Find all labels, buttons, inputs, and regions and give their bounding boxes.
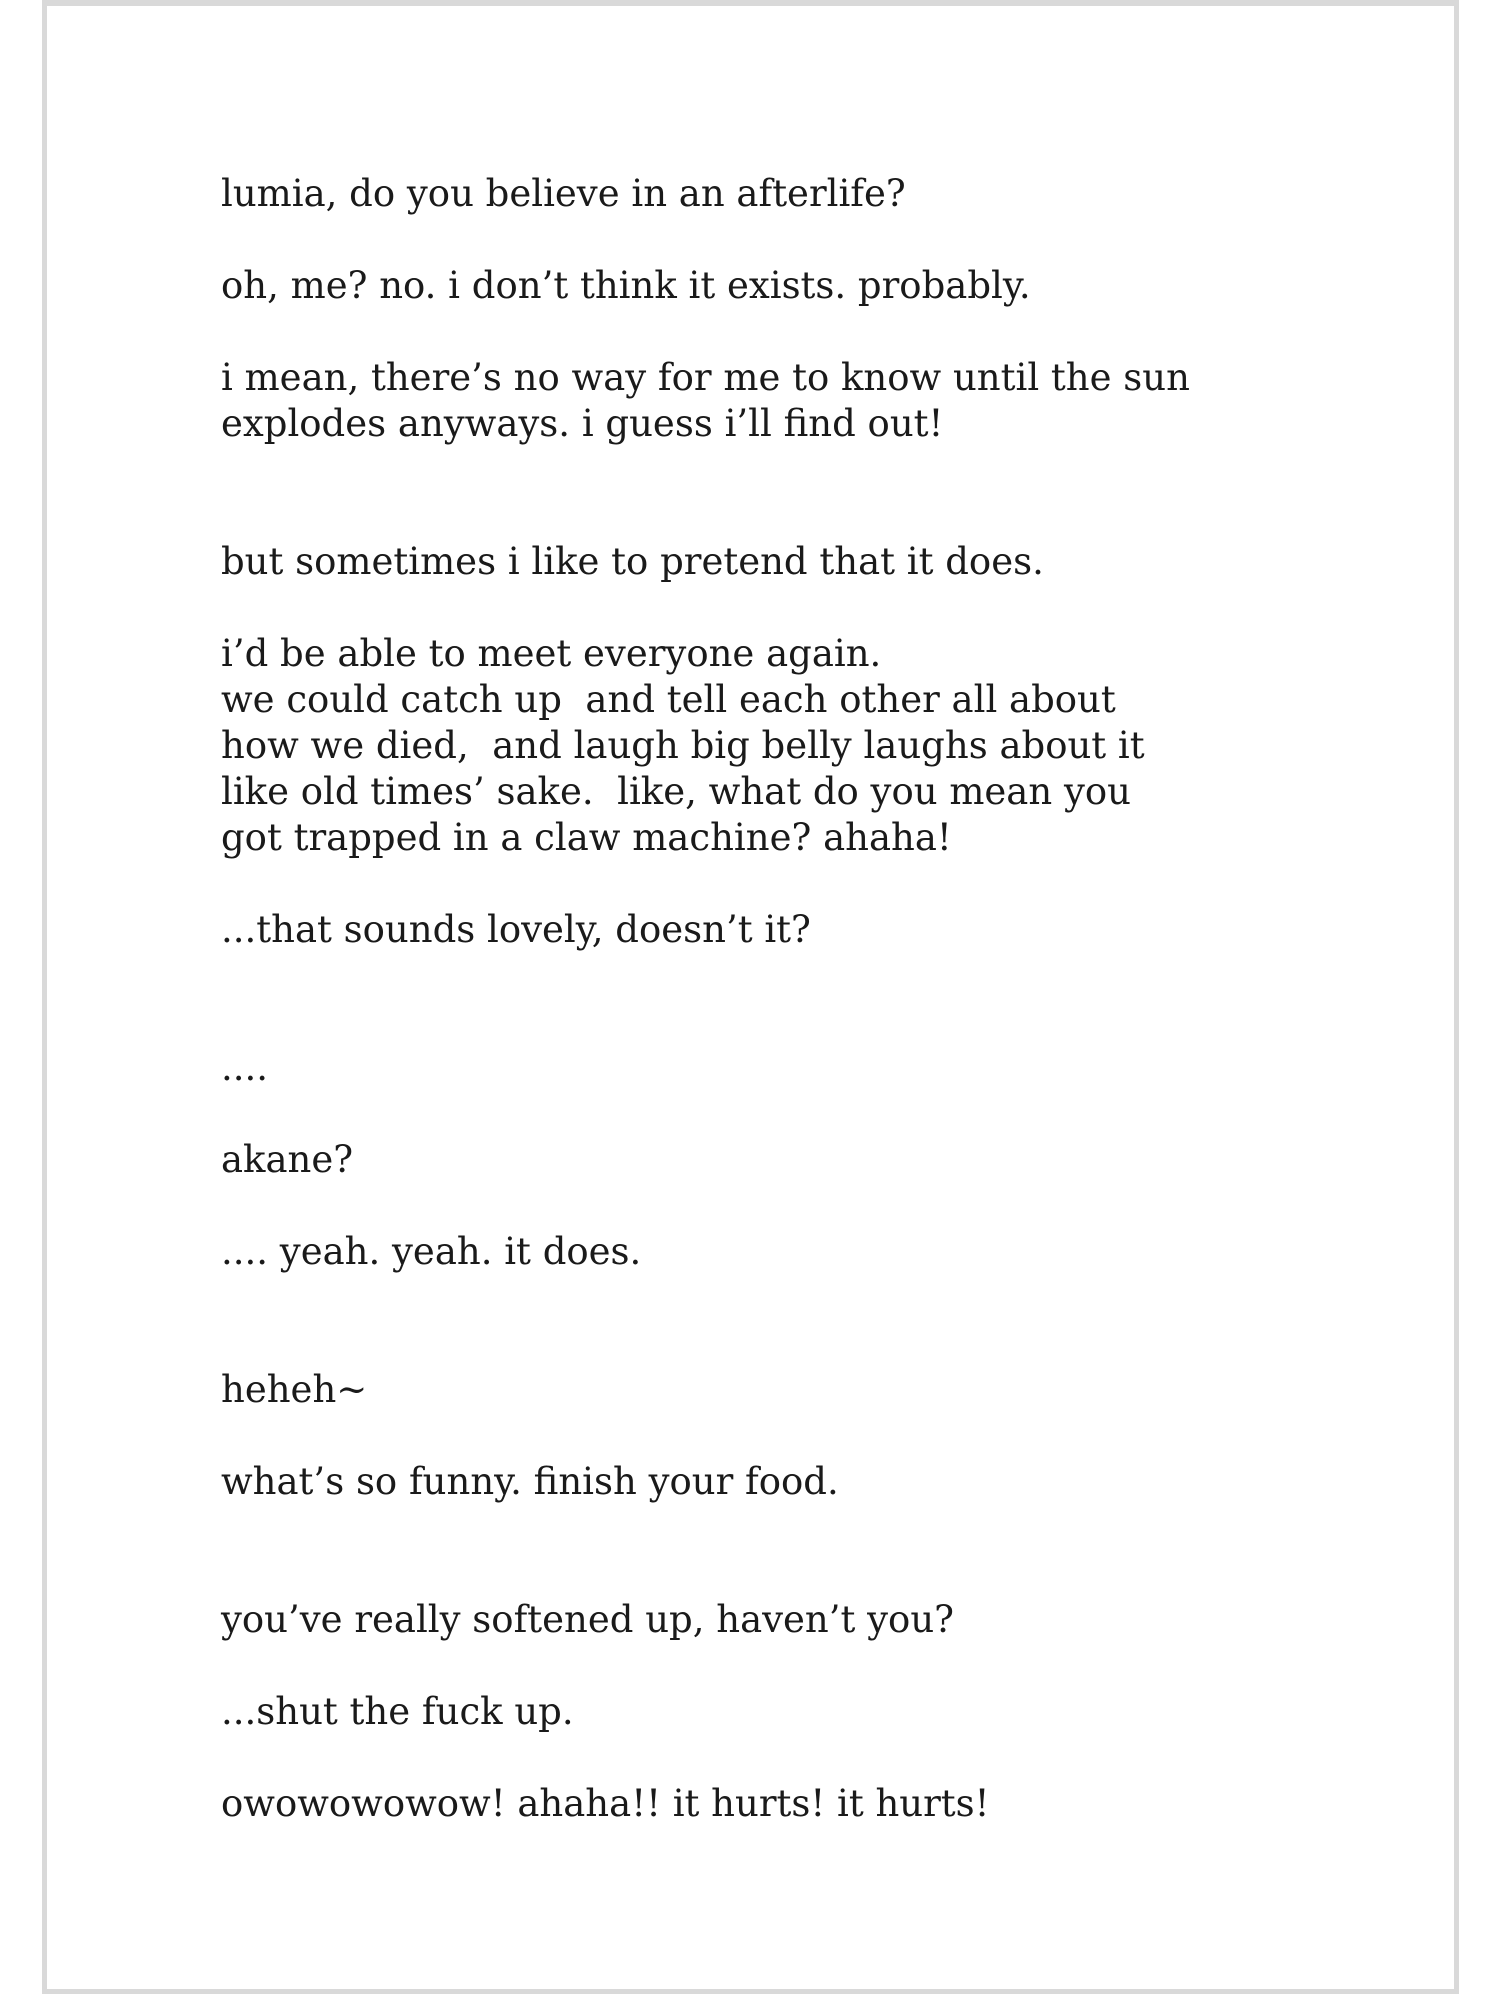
text-line: oh, me? no. i don’t think it exists. probably. — [221, 264, 1031, 307]
text-line: owowowowow! ahaha!! it hurts! it hurts! — [221, 1782, 990, 1825]
text-line: explodes anyways. i guess i’ll find out! — [221, 402, 944, 445]
text-line: i’d be able to meet everyone again. — [221, 632, 882, 675]
text-line: we could catch up and tell each other all about — [221, 678, 1116, 721]
text-line: ...shut the fuck up. — [221, 1690, 574, 1733]
text-line: i mean, there’s no way for me to know until the sun — [221, 356, 1190, 399]
text-line: .... yeah. yeah. it does. — [221, 1230, 642, 1273]
page-sheet — [42, 0, 1459, 1994]
text-line: what’s so funny. finish your food. — [221, 1460, 839, 1503]
text-line: lumia, do you believe in an afterlife? — [221, 172, 906, 215]
text-line: but sometimes i like to pretend that it does. — [221, 540, 1044, 583]
text-line: ...that sounds lovely, doesn’t it? — [221, 908, 811, 951]
text-line: got trapped in a claw machine? ahaha! — [221, 816, 952, 859]
text-line: .... — [221, 1046, 269, 1089]
text-line: akane? — [221, 1138, 354, 1181]
text-line: how we died, and laugh big belly laughs about it — [221, 724, 1145, 767]
text-line: like old times’ sake. like, what do you mean you — [221, 770, 1131, 813]
text-line: you’ve really softened up, haven’t you? — [221, 1598, 954, 1641]
text-line: heheh~ — [221, 1368, 368, 1411]
